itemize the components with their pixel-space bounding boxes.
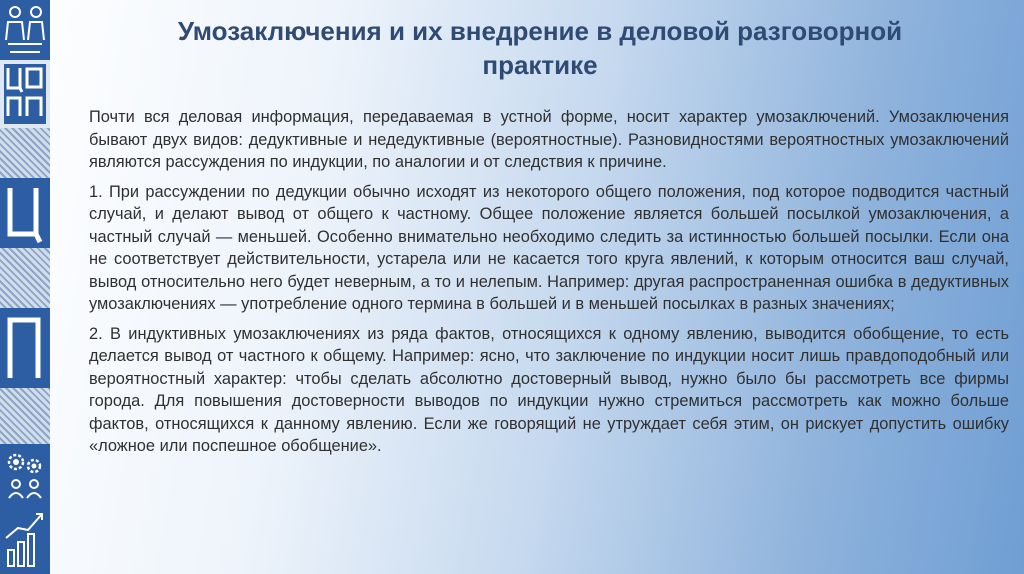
hatch-pattern	[0, 388, 50, 444]
hatch-pattern	[0, 248, 50, 308]
letter-p-block	[0, 308, 50, 388]
letter-c-block	[0, 178, 50, 248]
decorative-sidebar	[0, 0, 50, 574]
paragraph-induction: 2. В индуктивных умозаключениях из ряда фактов, относящихся к одному явлению, выводится обобщение, то есть делается вывод от частного к общему. Например: ясно, что заключение по индукции носит лишь правдоподобный или вероятностный характер: чтобы сделать абсолютно достоверный вывод, нужно было бы рассмотреть все фирмы города. Для повышения достоверности выводов по индукции нужно стремиться рассмотреть как можно больше фактов, относящихся к данному явлению. Если же говорящий не утруждает себя этим, он рискует допустить ошибку «ложное или поспешное обобщение».	[89, 324, 1009, 455]
page-title: Умозаключения и их внедрение в деловой разговорной практике	[177, 16, 903, 80]
hatch-pattern	[0, 128, 50, 178]
copp-logo	[0, 60, 50, 128]
people-icon	[0, 0, 50, 60]
gears-icon	[0, 444, 50, 504]
paragraph-intro: Почти вся деловая информация, передаваемая в устной форме, носит характер умозаключений. Умозаключения бывают двух видов: дедуктивные и недедуктивные (вероятностные). Разновидностями вероятностных умозаключений являются рассуждения по индукции, по аналогии и от следствия к причине.	[89, 108, 1009, 171]
main-content	[89, 106, 1009, 465]
growth-chart-icon	[0, 504, 50, 574]
paragraph-deduction: 1. При рассуждении по дедукции обычно исходят из некоторого общего положения, под которое подводится частный случай, и делают вывод от общего к частному. Общее положение является большей посылкой умозаключения, а частный случай — меньшей. Особенно внимательно необходимо следить за истинностью большей посылки. Если она не соответствует действительности, устарела или не касается того круга явлений, к которым относится ваш случай, вывод относительно него будет неверным, а то и нелепым. Например: другая распространенная ошибка в дедуктивных умозаключениях — употребление одного термина в большей и в меньшей посылках в разных значениях;	[89, 182, 1009, 313]
